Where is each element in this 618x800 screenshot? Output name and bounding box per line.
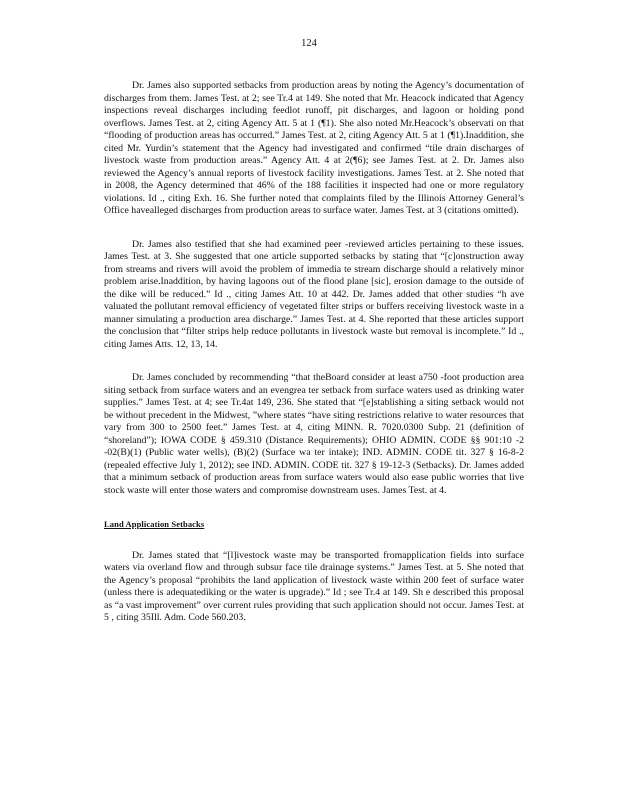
document-body <box>104 80 524 646</box>
paragraph-land-application: Dr. James stated that “[l]ivestock waste may be transported fromapplication fields into surface waters via overland flow and through subsur face tile drainage systems.” James Test. at 5. She noted that the Agency’s proposal “prohibits the land application of livestock waste within 200 feet of surface water (unless there is adequatediking or the water is upgrade).” Id ; see Tr.4 at 149. Sh e described this proposal as “a vast improvement” over current rules providing that such application should not occur. James Test. at 5 , citing 35Ill. Adm. Code 560.203. <box>104 549 524 623</box>
paragraph-peer-reviewed-articles: Dr. James also testified that she had examined peer -reviewed articles pertaining to these issues. James Test. at 3. She suggested that one article supported setbacks by stating that “[c]onstruction away from streams and rivers will avoid the problem of immedia te stream discharge should a relatively minor problem arise.Inaddition, by having lagoons out of the flood plane [sic], erosion damage to the outside of the dike will be reduced.” Id ., citing James Att. 10 at 442. Dr. James added that other studies “h ave valuated the pollutant removal efficiency of vegetated filter strips or buffers receiving livestock waste in a manner simulating a production area discharge.” James Test. at 4. She reported that these articles support the conclusion that “filter strips help reduce pollutants in livestock waste but removal is incomplete.” Id ., citing James Atts. 12, 13, 14. <box>104 238 524 350</box>
paragraph-setback-recommendation: Dr. James concluded by recommending “that theBoard consider at least a750 -foot production area siting setback from surface waters and an evengrea ter setback from surface waters used as drinking water supplies.” James Test. at 4; see Tr.4at 149, 236. She stated that “[e]stablishing a siting setback would not be without precedent in the Midwest, ”where states “have siting restrictions relative to water resources that vary from 300 to 2500 feet.” James Test. at 4, citing MINN. R. 7020.0300 Subp. 21 (definition of “shoreland”); IOWA CODE § 459.310 (Distance Requirements); OHIO ADMIN. CODE §§ 901:10 -2 -02(B)(1) (Public water wells), (B)(2) (Surface wa ter intake); IND. ADMIN. CODE tit. 327 § 16-8-2 (repealed effective July 1, 2012); see IND. ADMIN. CODE tit. 327 § 19-12-3 (Setbacks). Dr. James added that a minimum setback of production areas from surface waters would also ease public worries that live stock waste will enter those waters and compromise downstream uses. James Test. at 4. <box>104 372 524 496</box>
section-heading-land-application-setbacks: Land Application Setbacks <box>104 519 205 529</box>
page-number: 124 <box>301 38 317 49</box>
paragraph-production-areas: Dr. James also supported setbacks from production areas by noting the Agency’s documentation of discharges from them. James Test. at 2; see Tr.4 at 149. She noted that Mr. Heacock indicated that Agency inspections reveal discharges including feedlot runoff, pit discharges, and lagoon or holding pond overflows. James Test. at 2, citing Agency Att. 5 at 1 (¶1). She also noted Mr.Heacock’s observati on that “flooding of production areas has occurred.” James Test. at 2, citing Agency Att. 5 at 1 (¶1).Inaddition, she cited Mr. Yurdin’s statement that the Agency had investigated and confirmed “tile drain discharges of livestock waste from production areas.” Agency Att. 4 at 2(¶6); see James Test. at 2. Dr. James also reviewed the Agency’s annual reports of livestock facility investigations. James Test. at 2. She noted that in 2008, the Agency determined that 46% of the 188 facilities it inspected had one or more regulatory violations. Id ., citing Exh. 16. She further noted that complaints filed by the Illinois Attorney General’s Office havealleged discharges from production areas to surface water. James Test. at 3 (citations omitted). <box>104 80 524 216</box>
